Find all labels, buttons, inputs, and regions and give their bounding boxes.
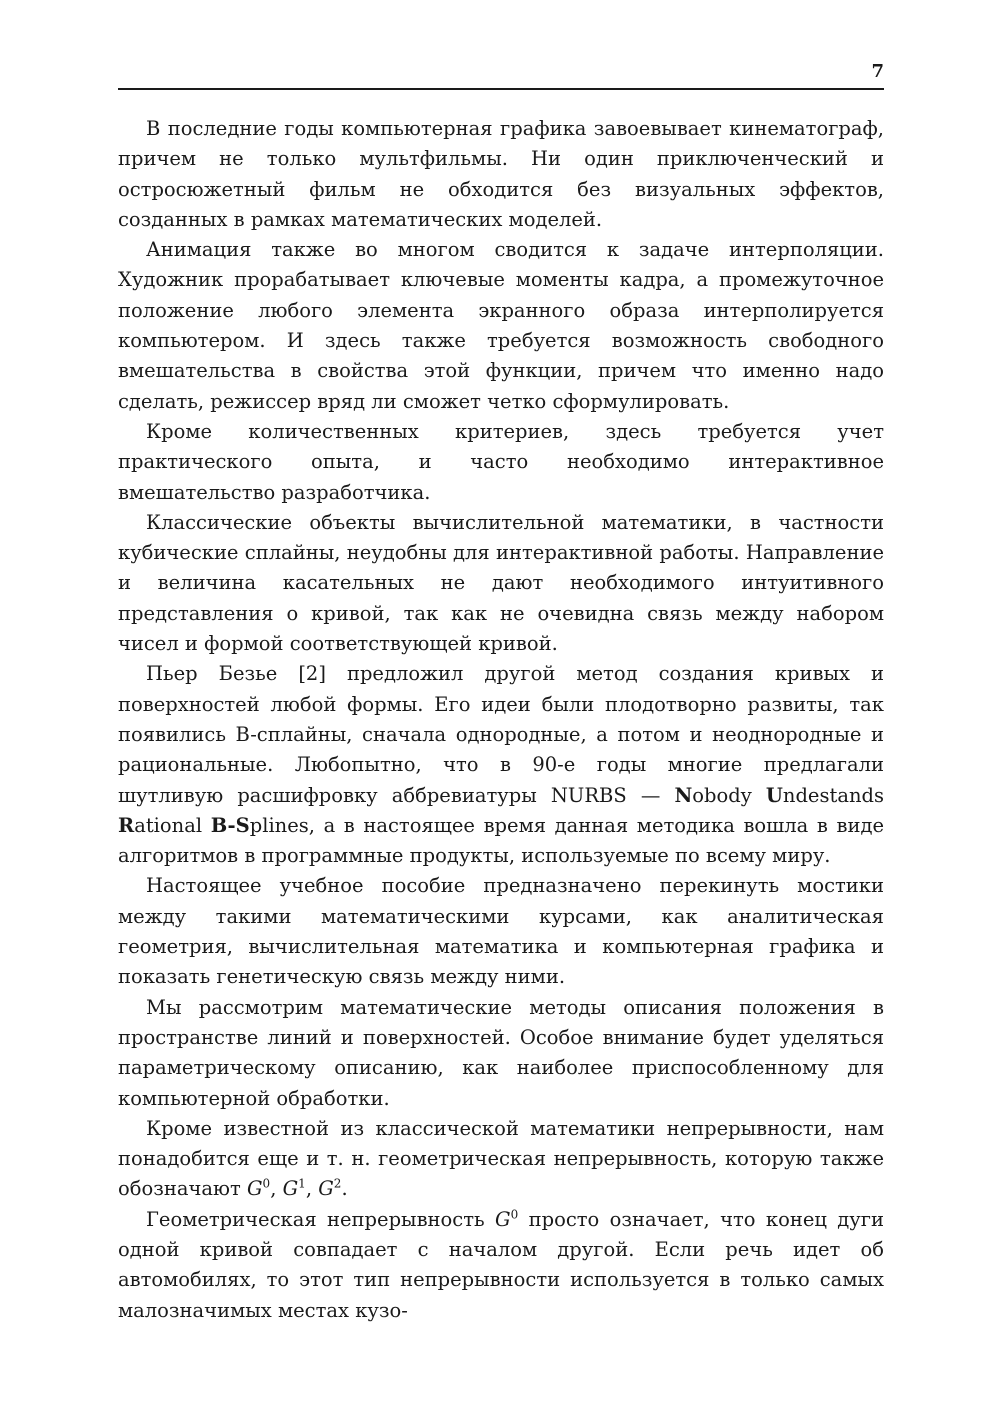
paragraph-methods: Мы рассмотрим математические методы описания положения в пространстве линий и поверхностей. Особое внимание будет уделяться параметрическому описанию, как наиболее приспособленному для компьютерной обработки. — [118, 995, 884, 1110]
bezier-text-after: , а в настоящее время данная методика вошла в виде алгоритмов в программные продукты, используемые по всему миру. — [118, 813, 885, 868]
nurbs-n-bold: N — [674, 783, 693, 807]
page-number: 7 — [871, 61, 884, 82]
g-separator-2: , — [305, 1177, 319, 1201]
nurbs-n-rest: obody — [692, 783, 766, 807]
g2-symbol: G — [318, 1177, 334, 1201]
paragraph-geometric-continuity — [118, 1205, 884, 1326]
paragraph-cinema: В последние годы компьютерная графика завоевывает кинематограф, причем не только мультфильмы. Ни один приключенческий и остросюжетный фильм не обходится без визуальных эффектов, созданных в рамках математических моделей. — [118, 117, 884, 231]
g1-symbol: G — [282, 1177, 299, 1201]
nurbs-bs-rest: plines — [249, 813, 309, 837]
nurbs-u-bold: U — [765, 783, 783, 807]
continuity-text-before: Кроме известной из классической математики непрерывности, нам понадобится еще и т. н. геометрическая непрерывность, которую также обозначают — [118, 1116, 884, 1201]
continuity-text-after: . — [341, 1177, 348, 1201]
body-text — [118, 114, 884, 1326]
geometric-text-before: Геометрическая непрерывность — [146, 1207, 496, 1231]
paragraph-textbook-purpose: Настоящее учебное пособие предназначено перекинуть мостики между такими математическими курсами, как аналитическая геометрия, вычислительная математика и компьютерная графика и показать генетическую связь между ними. — [118, 874, 884, 989]
g2-superscript: 2 — [333, 1176, 342, 1191]
g0-symbol-inline: G — [495, 1207, 511, 1231]
paragraph-bezier — [118, 659, 884, 871]
g-separator-1: , — [270, 1177, 283, 1201]
nurbs-r-rest: ational — [134, 813, 211, 837]
paragraph-continuity — [118, 1114, 884, 1205]
g1-superscript: 1 — [298, 1176, 306, 1191]
g0-superscript: 0 — [262, 1176, 271, 1191]
bezier-text-before: Пьер Безье [2] предложил другой метод создания кривых и поверхностей любой формы. Его идеи были плодотворно развиты, так появились B-сплайны, сначала однородные, а потом и неоднородные и рациональные. Любопытно, что в 90-е годы многие предлагали шутливую расшифровку аббревиатуры NURBS — — [118, 662, 884, 807]
g0-symbol: G — [246, 1177, 263, 1201]
paragraph-animation: Анимация также во многом сводится к задаче интерполяции. Художник прорабатывает ключевые моменты кадра, а промежуточное положение любого элемента экранного образа интерполируется компьютером. И здесь также требуется возможность свободного вмешательства в свойства этой функции, причем что именно надо сделать, режиссер вряд ли сможет четко сформулировать. — [118, 238, 884, 413]
geometric-text-after: просто означает, что конец дуги одной кривой совпадает с началом другой. Если речь идет об автомобилях, то этот тип непрерывности используется в только самых малозначимых местах кузо- — [118, 1207, 884, 1322]
nurbs-r-bold: R — [118, 813, 135, 837]
nurbs-u-rest: ndestands — [782, 783, 884, 807]
g0-superscript-inline: 0 — [510, 1207, 519, 1222]
paragraph-criteria: Кроме количественных критериев, здесь требуется учет практического опыта, и часто необходимо интерактивное вмешательство разработчика. — [118, 419, 884, 504]
paragraph-classic-objects: Классические объекты вычислительной математики, в частности кубические сплайны, неудобны для интерактивной работы. Направление и величина касательных не дают необходимого интуитивного представления о кривой, так как не очевидна связь между набором чисел и формой соответствующей кривой. — [118, 510, 884, 656]
page-header — [118, 58, 884, 90]
nurbs-bs-bold: B-S — [210, 813, 250, 837]
